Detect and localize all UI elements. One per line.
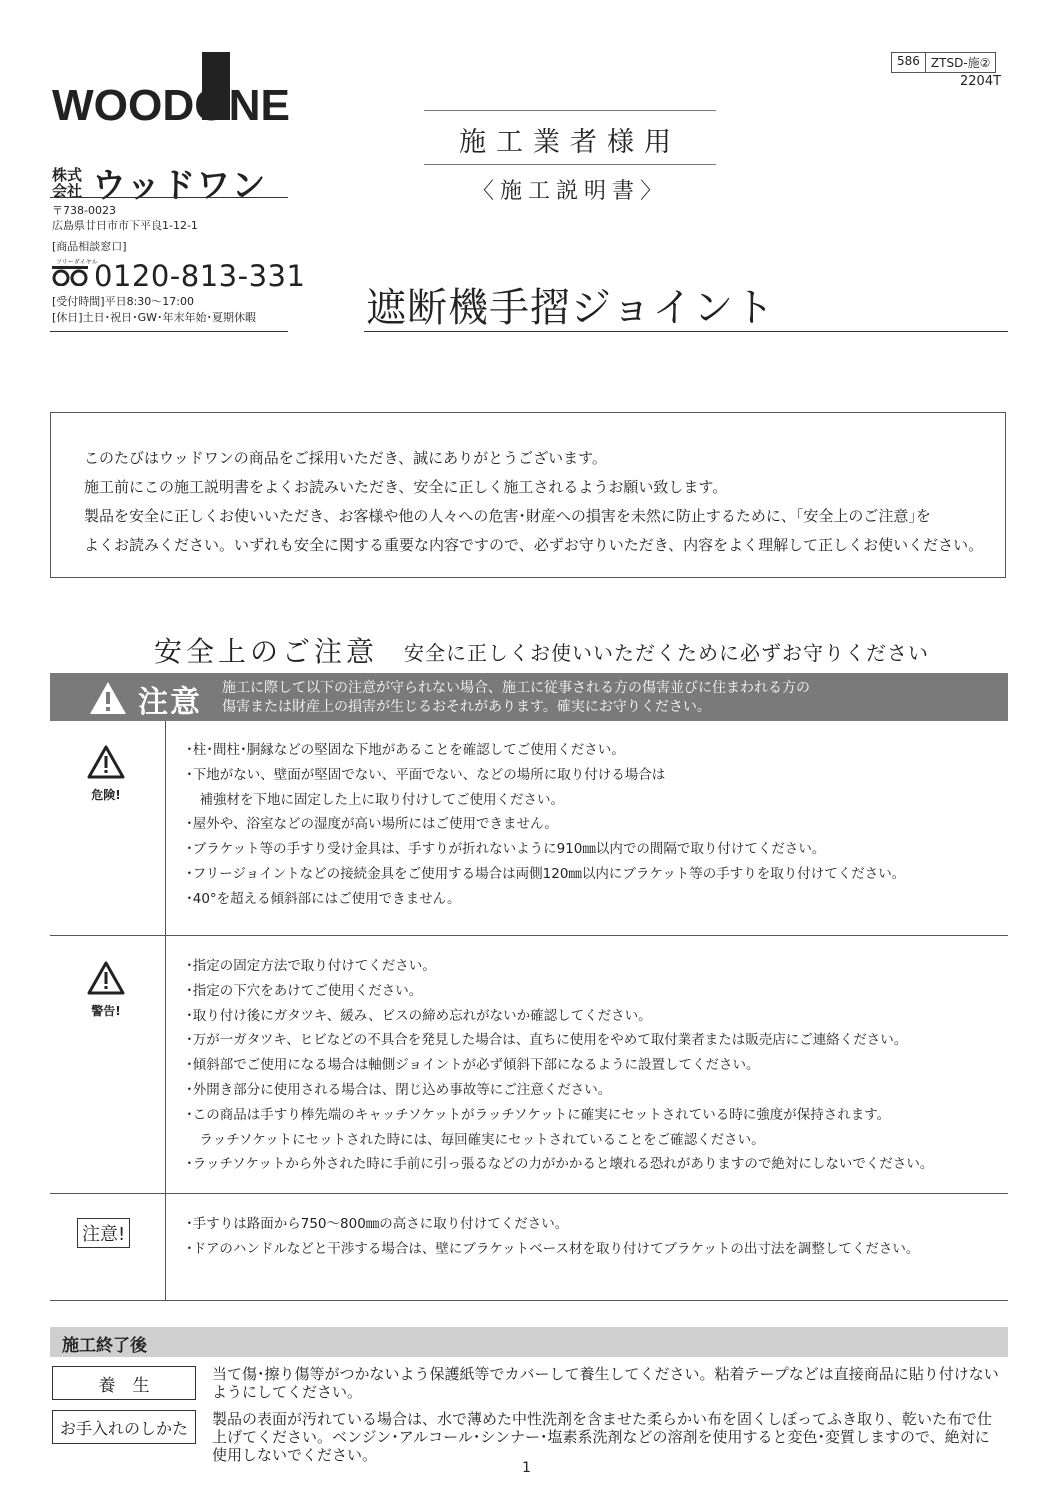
list-item: ･40°を超える傾斜部にはご使用できません。 bbox=[186, 890, 461, 907]
list-item: ･手すりは路面から750～800㎜の高さに取り付けてください。 bbox=[186, 1216, 569, 1232]
table-divider bbox=[50, 935, 1008, 936]
list-item: ･指定の下穴をあけてご使用ください。 bbox=[186, 982, 423, 999]
curing-label: 養 生 bbox=[52, 1366, 196, 1400]
doc-code: 586 bbox=[897, 54, 920, 68]
list-item: ･傾斜部でご使用になる場合は軸側ジョイントが必ず傾斜下部になるように設置してください。 bbox=[186, 1057, 760, 1074]
phone-number: 0120-813-331 bbox=[94, 259, 306, 293]
banner-caution-word: 注意 bbox=[138, 685, 202, 720]
svg-text:WOODONE: WOODONE bbox=[52, 81, 290, 124]
freedial-label: フリーダイヤル bbox=[56, 259, 98, 266]
warning-label: 警告! bbox=[91, 1004, 121, 1018]
doc-version: 2204T bbox=[960, 74, 1002, 89]
table-divider bbox=[50, 1193, 1008, 1194]
audience-title: 施工業者様用 bbox=[459, 127, 681, 158]
doc-type: 〈施工説明書〉 bbox=[471, 179, 668, 204]
danger-triangle-icon bbox=[86, 744, 126, 780]
intro-text bbox=[84, 444, 983, 560]
company-name bbox=[52, 158, 266, 207]
safety-subheading: 安全に正しくお使いいただくために必ずお守りください bbox=[404, 641, 929, 665]
maintenance-label: お手入れのしかた bbox=[52, 1410, 196, 1444]
banner-text bbox=[222, 679, 810, 717]
caution-list bbox=[186, 1212, 919, 1262]
warning-triangle-icon bbox=[88, 680, 128, 716]
company-prefix-bottom: 会社 bbox=[52, 181, 83, 200]
hours-block bbox=[52, 294, 256, 326]
company-name-text: ウッドワン bbox=[92, 166, 267, 206]
holidays: [休日]土日･祝日･GW･年末年始･夏期休暇 bbox=[52, 311, 256, 324]
intro-line: よくお読みください。いずれも安全に関する重要な内容ですので、必ずお守りいただき、内容をよく理解して正しくお使いください。 bbox=[84, 536, 984, 554]
list-item: ラッチソケットにセットされた時には、毎回確実にセットされていることをご確認ください。 bbox=[186, 1131, 765, 1148]
after-construction-title: 施工終了後 bbox=[62, 1336, 147, 1356]
banner-line: 施工に際して以下の注意が守られない場合、施工に従事される方の傷害並びに住まわれる方の bbox=[222, 680, 810, 696]
list-item: ･柱･間柱･胴縁などの堅固な下地があることを確認してご使用ください。 bbox=[186, 742, 625, 758]
danger-label: 危険! bbox=[91, 788, 121, 802]
product-name: 遮断機手摺ジョイント bbox=[366, 285, 776, 331]
after-construction-bar bbox=[50, 1327, 1008, 1357]
danger-list bbox=[186, 738, 905, 912]
list-item: ･ラッチソケットから外された時に手前に引っ張るなどの力がかかると壊れる恐れがありますので絶対にしないでください。 bbox=[186, 1156, 934, 1173]
table-divider bbox=[50, 1300, 1008, 1301]
list-item: ･指定の固定方法で取り付けてください。 bbox=[186, 958, 436, 974]
divider bbox=[424, 164, 716, 165]
safety-heading: 安全上のご注意 bbox=[154, 635, 379, 668]
list-item: ･ブラケット等の手すり受け金具は、手すりが折れないように910㎜以内での間隔で取り付けてください。 bbox=[186, 841, 826, 858]
divider bbox=[50, 197, 288, 198]
divider bbox=[424, 110, 716, 111]
list-item: ･下地がない、壁面が堅固でない、平面でない、などの場所に取り付ける場合は bbox=[186, 766, 666, 783]
divider bbox=[50, 331, 288, 332]
address-block bbox=[52, 203, 198, 233]
intro-line: このたびはウッドワンの商品をご採用いただき、誠にありがとうございます。 bbox=[84, 449, 607, 467]
divider bbox=[364, 331, 1008, 332]
maintenance-text: 製品の表面が汚れている場合は、水で薄めた中性洗剤を含ませた柔らかい布を固くしぼってふき取り、乾いた布で仕上げてください。ベンジン･アルコール･シンナー･塩素系洗剤などの溶剤を使用すると変色･変質しますので、絶対に使用しないでください。 bbox=[212, 1410, 993, 1464]
postal-code: 〒738-0023 bbox=[52, 204, 116, 217]
consult-label: [商品相談窓口] bbox=[52, 240, 127, 253]
warning-triangle-icon bbox=[86, 960, 126, 996]
list-item: ･フリージョイントなどの接続金具をご使用する場合は両側120㎜以内にブラケット等の手すりを取り付けてください。 bbox=[186, 865, 906, 882]
list-item: ･ドアのハンドルなどと干渉する場合は、壁にブラケットベース材を取り付けてブラケットの出寸法を調整してください。 bbox=[186, 1240, 920, 1257]
list-item: ･外開き部分に使用される場合は、閉じ込め事故等にご注意ください。 bbox=[186, 1081, 612, 1098]
doc-code-box bbox=[891, 52, 996, 73]
address: 広島県廿日市市下平良1-12-1 bbox=[52, 219, 198, 232]
curing-text: 当て傷･擦り傷等がつかないよう保護紙等でカバーして養生してください。粘着テープなどは直接商品に貼り付けないようにしてください。 bbox=[212, 1365, 999, 1401]
banner-line: 傷害または財産上の損害が生じるおそれがあります。確実にお守りください。 bbox=[222, 699, 711, 715]
list-item: 補強材を下地に固定した上に取り付けしてご使用ください。 bbox=[186, 791, 564, 808]
business-hours: [受付時間]平日8:30～17:00 bbox=[52, 295, 194, 308]
list-item: ･取り付け後にガタツキ、緩み、ビスの締め忘れがないか確認してください。 bbox=[186, 1007, 652, 1024]
intro-line: 施工前にこの施工説明書をよくお読みいただき、安全に正しく施工されるようお願い致します。 bbox=[84, 478, 728, 496]
caution-label: 注意! bbox=[77, 1218, 130, 1248]
doc-code-2: ZTSD-施② bbox=[925, 53, 996, 72]
list-item: ･この商品は手すり棒先端のキャッチソケットがラッチソケットに確実にセットされている時に強度が保持されます。 bbox=[186, 1106, 891, 1123]
woodone-logo bbox=[52, 52, 292, 124]
table-divider bbox=[165, 721, 166, 1301]
page-number: 1 bbox=[522, 1460, 531, 1476]
list-item: ･屋外や、浴室などの湿度が高い場所にはご使用できません。 bbox=[186, 816, 558, 833]
intro-line: 製品を安全に正しくお使いいただき、お客様や他の人々への危害･財産への損害を未然に防止するために、｢安全上のご注意｣を bbox=[84, 507, 931, 525]
list-item: ･万が一ガタツキ、ヒビなどの不具合を発見した場合は、直ちに使用をやめて取付業者または販売店にご連絡ください。 bbox=[186, 1032, 908, 1049]
warning-list bbox=[186, 954, 933, 1177]
company-prefix-top: 株式 bbox=[52, 165, 83, 184]
freedial-icon bbox=[52, 266, 88, 286]
